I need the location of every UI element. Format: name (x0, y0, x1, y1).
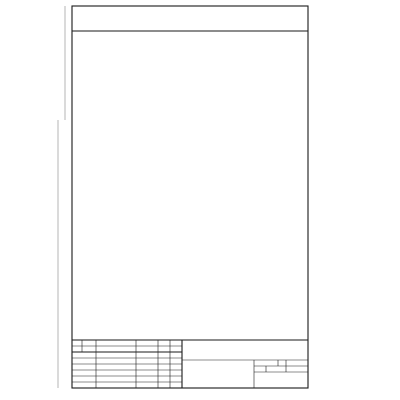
sheet-frame (72, 6, 308, 388)
table-header (0, 0, 308, 31)
title-block (72, 340, 308, 388)
